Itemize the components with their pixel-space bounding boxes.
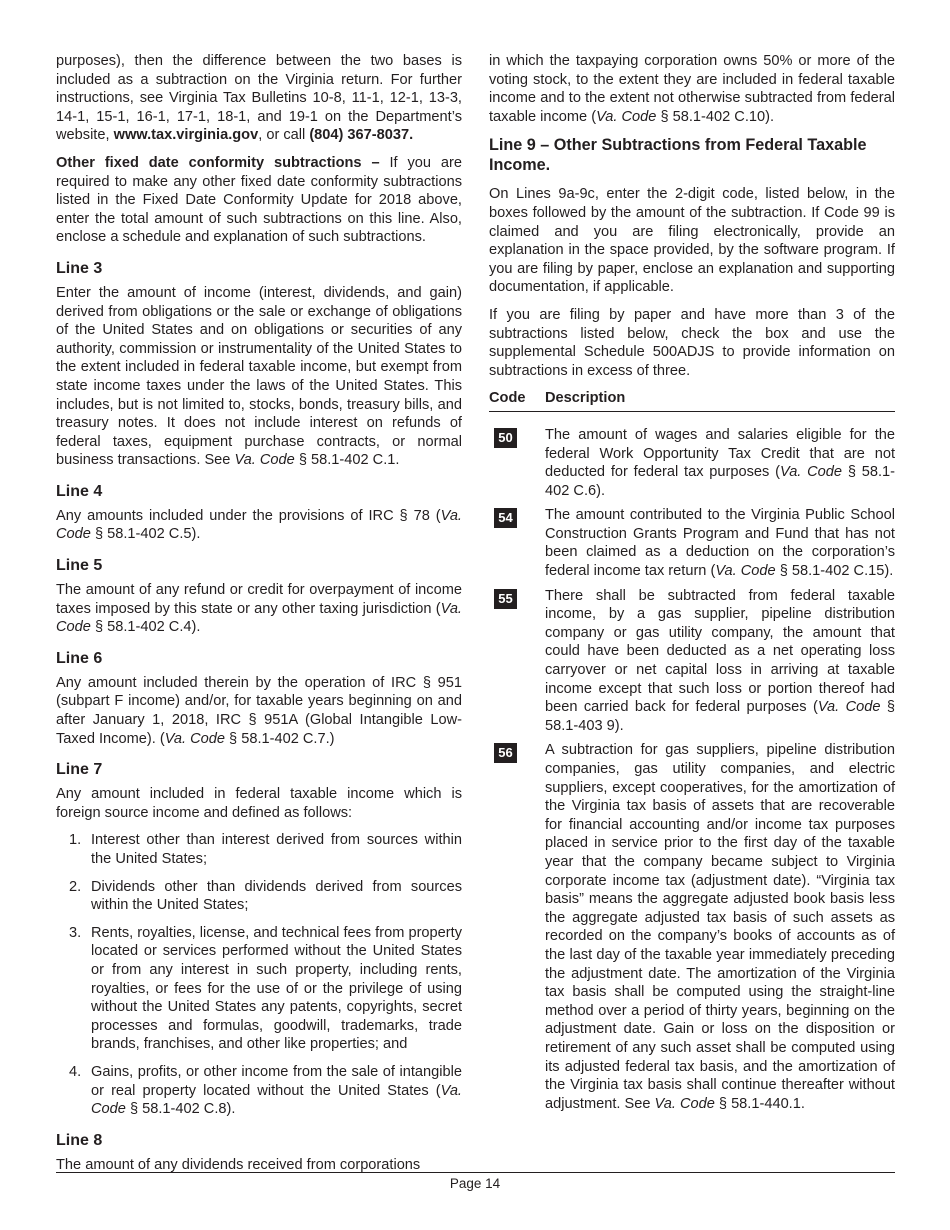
description-column-header: Description <box>545 390 626 407</box>
code-description: The amount contributed to the Virginia Public School Construction Grants Program and Fund that has not been claimed as a deduction on the corporation’s federal income tax return (Va. Code § 58.1-402 C.15). <box>545 507 895 580</box>
line5-heading: Line 5 <box>56 557 103 575</box>
list-item: 4. Gains, profits, or other income from the sale of intangible or real property located without the United States (Va. Code § 58.1-402 C.8). <box>69 1063 462 1118</box>
intro-paragraph: purposes), then the difference between the two bases is included as a subtraction on the Virginia return. For further instructions, see Virginia Tax Bulletins 10-8, 11-1, 12-1, 13-3, 14-1, 15-1, 16-1, 17-1, 18-1, and 19-1 on the Department’s website, www.tax.virginia.gov, or call (804) 367-8037. <box>56 53 462 144</box>
page-number: Page 14 <box>449 1176 501 1191</box>
line9-paragraph-1: On Lines 9a-9c, enter the 2-digit code, listed below, in the boxes followed by the amount of the subtraction. If Code 99 is claimed and you are filing electronically, provide an explanation in the space provided, by the software program. If you are filing by paper, enclose an explanation and supporting documentation, if applicable. <box>489 186 895 296</box>
code-row-50 <box>489 426 895 500</box>
code-description: A subtraction for gas suppliers, pipeline distribution companies, gas utility companies, and electric suppliers, except cooperatives, for the amortization of the Virginia tax basis of assets that are recoverable for financial accounting and/or income tax purposes placed in service prior to the first day of the taxable year that the company became subject to Virginia corporate income tax (adjustment date). “Virginia tax basis” means the aggregate adjusted book basis less the aggregate adjusted tax basis of such assets as recorded on the company’s books of accounts as of the last day of the taxable year immediately preceding the adjustment date. The amortization of the Virginia tax basis shall be computed using the straight-line method over a period of thirty years, beginning on the adjustment date. Gain or loss on the disposition or retirement of any such asset shall be computed using its adjusted federal tax basis, and the amortization of the Virginia tax basis shall continue thereafter without adjustment. See Va. Code § 58.1-440.1. <box>545 742 895 1112</box>
line8-continued: in which the taxpaying corporation owns 50% or more of the voting stock, to the extent they are included in federal taxable income and to the extent not otherwise subtracted from federal taxable income (Va. Code § 58.1-402 C.10). <box>489 53 895 125</box>
code-table-header <box>489 389 895 412</box>
code-badge: 56 <box>494 743 517 763</box>
line6-heading: Line 6 <box>56 649 103 667</box>
right-column <box>489 52 895 1119</box>
phone-number: (804) 367-8037. <box>309 127 414 144</box>
code-row-56 <box>489 741 895 1113</box>
website-link[interactable]: www.tax.virginia.gov <box>113 127 259 144</box>
code-badge: 50 <box>494 428 517 448</box>
list-item: 1. Interest other than interest derived from sources within the United States; <box>69 832 462 867</box>
list-item: 3. Rents, royalties, license, and technical fees from property located or services performed without the United States or from any interest in such property, including rents, royalties, or fees for the use of or the privilege of using without the United States any patents, copyrights, secret processes and formulas, goodwill, trademarks, trade brands, franchises, and other like properties; and <box>69 924 462 1053</box>
line5-text: The amount of any refund or credit for overpayment of income taxes imposed by this state or any other taxing jurisdiction (Va. Code § 58.1-402 C.4). <box>56 582 462 636</box>
line6-text: Any amount included therein by the operation of IRC § 951 (subpart F income) and/or, for taxable years beginning on and after January 1, 2018, IRC § 951A (Global Intangible Low-Taxed Income). (Va. Code § 58.1-402 C.7.) <box>56 674 462 747</box>
code-description: The amount of wages and salaries eligible for the federal Work Opportunity Tax Credit that are not deducted for federal tax purposes (Va. Code § 58.1-402 C.6). <box>545 426 895 499</box>
code-badge: 55 <box>494 589 517 609</box>
line4-heading: Line 4 <box>56 482 103 500</box>
line7-text: Any amount included in federal taxable income which is foreign source income and defined as follows: <box>56 786 462 821</box>
left-column <box>56 52 462 1183</box>
code-row-55 <box>489 587 895 736</box>
line9-paragraph-2: If you are filing by paper and have more than 3 of the subtractions listed below, check the box and use the supplemental Schedule 500ADJS to provide information on subtractions in excess of three. <box>489 306 895 379</box>
line3-text: Enter the amount of income (interest, dividends, and gain) derived from obligations or the sale or exchange of obligations of the United States and on obligations or securities of any authority, commission or instrumentality of the United States to the extent included in federal taxable income, but exempt from state income taxes under the laws of the United States. This includes, but is not limited to, stocks, bonds, treasury bills, and treasury notes. It does not include interest on refunds of federal taxes, equipment purchase contracts, or normal business transactions. See Va. Code § 58.1-402 C.1. <box>56 284 462 469</box>
code-row-54 <box>489 506 895 580</box>
code-badge: 54 <box>494 508 517 528</box>
list-item: 2. Dividends other than dividends derived from sources within the United States; <box>69 878 462 914</box>
line7-list <box>56 831 462 1118</box>
footer-divider <box>56 1172 895 1173</box>
code-description: There shall be subtracted from federal taxable income, by a gas supplier, pipeline distribution company or gas utility company, the amount that could have been deducted as a net operating loss carryover or net capital loss in arriving at taxable income except that such loss or portion thereof had been carried back for federal purposes (Va. Code § 58.1-403 9). <box>545 587 895 734</box>
line3-heading: Line 3 <box>56 259 103 277</box>
line4-text: Any amounts included under the provisions of IRC § 78 (Va. Code § 58.1-402 C.5). <box>56 507 462 543</box>
line8-heading: Line 8 <box>56 1131 103 1149</box>
code-column-header: Code <box>489 390 526 407</box>
line9-heading: Line 9 – Other Subtractions from Federal Taxable Income. <box>489 136 867 175</box>
fixed-date-paragraph: Other fixed date conformity subtractions – If you are required to make any other fixed date conformity subtractions listed in the Fixed Date Conformity Update for 2018 above, enter the total amount of such subtractions on this line. Also, enclose a schedule and explanation of such subtractions. <box>56 154 462 246</box>
line8-text: The amount of any dividends received from corporations <box>56 1156 421 1173</box>
line7-heading: Line 7 <box>56 761 103 779</box>
